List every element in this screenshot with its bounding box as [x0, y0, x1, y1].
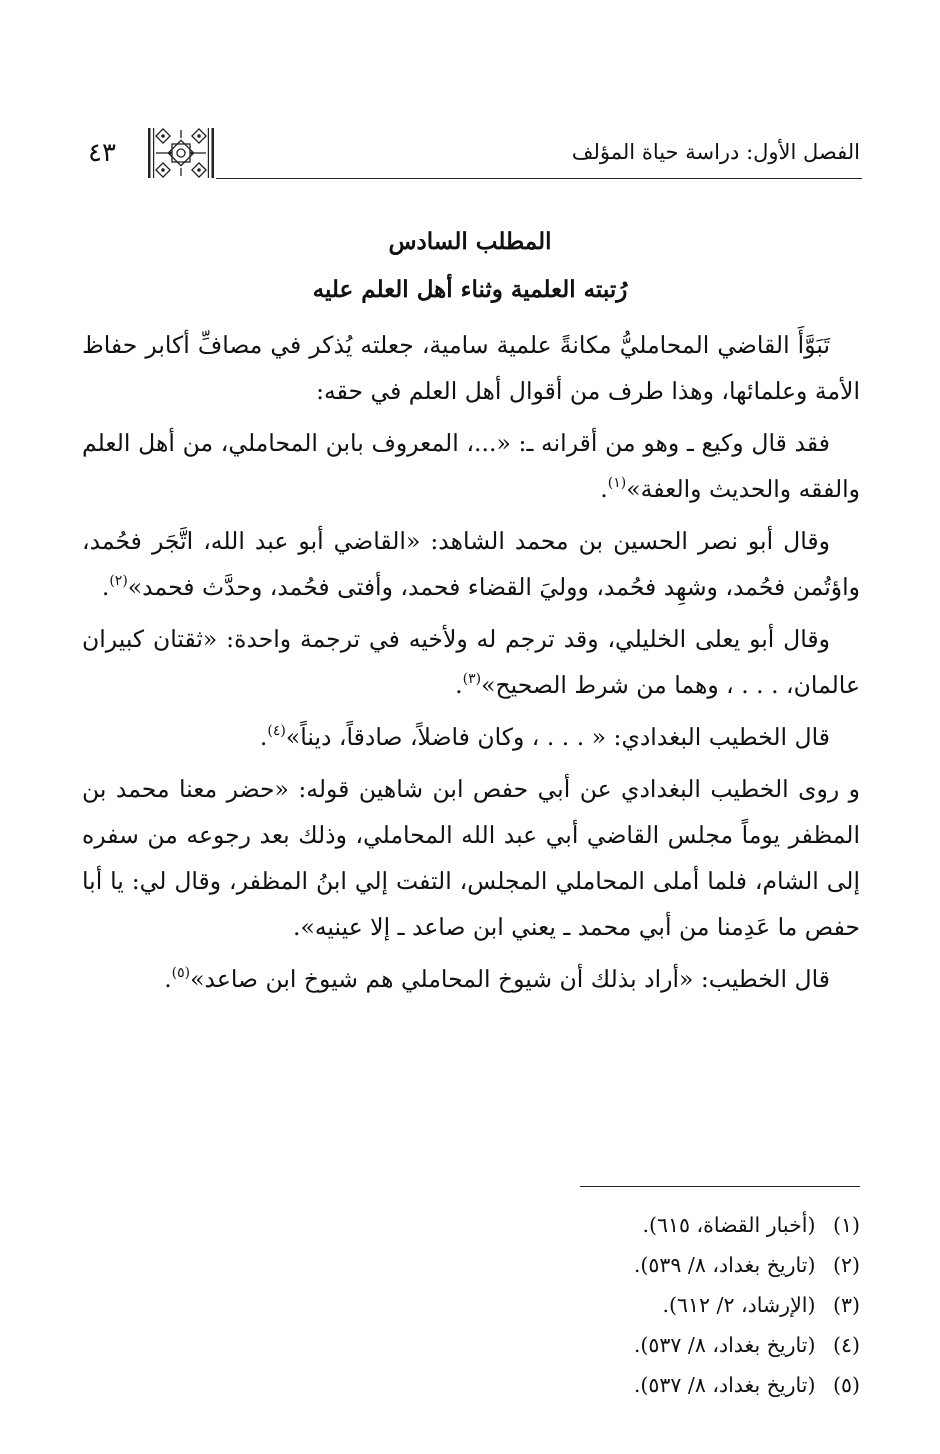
section-title: المطلب السادس [388, 228, 552, 255]
footnote-item [300, 1325, 860, 1365]
islamic-geometric-ornament-icon [148, 128, 214, 178]
paragraph [82, 518, 860, 610]
end-mark: . [600, 475, 608, 503]
footnotes-list [300, 1205, 860, 1405]
footnote-separator [580, 1186, 860, 1187]
footnote-text: (تاريخ بغداد، ٨/ ٥٣٧). [633, 1333, 816, 1357]
end-mark: . [259, 723, 268, 751]
end-mark: . [164, 965, 172, 993]
footnote-ref: (٣) [462, 671, 482, 687]
footnote-text: (الإرشاد، ٢/ ٦١٢). [662, 1293, 816, 1317]
footnote-number: (٥) [832, 1373, 860, 1397]
paragraph [82, 420, 860, 512]
footnote-number: (٢) [832, 1253, 860, 1277]
footnote-text: (تاريخ بغداد، ٨/ ٥٣٧). [633, 1373, 816, 1397]
paragraph [82, 956, 860, 1002]
paragraph: و روى الخطيب البغدادي عن أبي حفص ابن شاهين قوله: «حضر معنا محمد بن المظفر يوماً مجلس القاضي أبي عبد الله المحاملي، وذلك بعد رجوعه من سفره إلى الشام، فلما أملى المحاملي المجلس، التفت إلي ابنُ المظفر، وقال لي: يا أبا حفص ما عَدِمنا من أبي محمد ـ يعني ابن صاعد ـ إلا عينيه». [82, 775, 860, 941]
paragraph-text: فقد قال وكيع ـ وهو من أقرانه ـ: «...، المعروف بابن المحاملي، من أهل العلم والفقه والحديث والعفة» [82, 429, 860, 503]
paragraph-text: وقال أبو نصر الحسين بن محمد الشاهد: «القاضي أبو عبد الله، اتَّجَر فحُمد، واؤتُمن فحُمد، وشهِد فحُمد، ووليَ القضاء فحمد، وأفتى فحُمد، وحدَّث فحمد» [82, 527, 860, 601]
footnote-ref: (٢) [109, 573, 128, 589]
header-rule [216, 178, 862, 179]
paragraph [82, 714, 860, 760]
footnote-number: (٤) [832, 1333, 860, 1357]
footnote-ref: (٥) [171, 965, 191, 981]
paragraph-text: قال الخطيب: «أراد بذلك أن شيوخ المحاملي هم شيوخ ابن صاعد» [190, 965, 830, 993]
end-mark: . [101, 573, 110, 601]
footnote-ref: (٤) [267, 723, 286, 739]
body-text [82, 322, 860, 1008]
paragraph-text: وقال أبو يعلى الخليلي، وقد ترجم له ولأخيه في ترجمة واحدة: «ثقتان كبيران عالمان، . . . ، وهما من شرط الصحيح» [82, 625, 860, 699]
end-mark: . [455, 671, 463, 699]
footnote-item [300, 1365, 860, 1405]
footnote-item [300, 1205, 860, 1245]
page-number: ٤٣ [88, 138, 116, 168]
footnote-number: (٣) [832, 1293, 860, 1317]
footnote-ref: (١) [607, 475, 627, 491]
footnote-text: (تاريخ بغداد، ٨/ ٥٣٩). [633, 1253, 816, 1277]
footnote-text: (أخبار القضاة، ٦١٥). [642, 1213, 816, 1237]
footnote-number: (١) [832, 1213, 860, 1237]
footnote-item [300, 1245, 860, 1285]
running-header-title: الفصل الأول: دراسة حياة المؤلف [571, 140, 860, 164]
section-subtitle: رُتبته العلمية وثناء أهل العلم عليه [312, 276, 628, 303]
footnote-item [300, 1285, 860, 1325]
paragraph [82, 616, 860, 708]
paragraph: تَبَوَّأَ القاضي المحامليُّ مكانةً علمية سامية، جعلته يُذكر في مصافِّ أكابر حفاظ الأمة وعلمائها، وهذا طرف من أقوال أهل العلم في حقه: [82, 331, 860, 405]
paragraph-text: قال الخطيب البغدادي: « . . . ، وكان فاضلاً، صادقاً، ديناً» [285, 723, 830, 751]
